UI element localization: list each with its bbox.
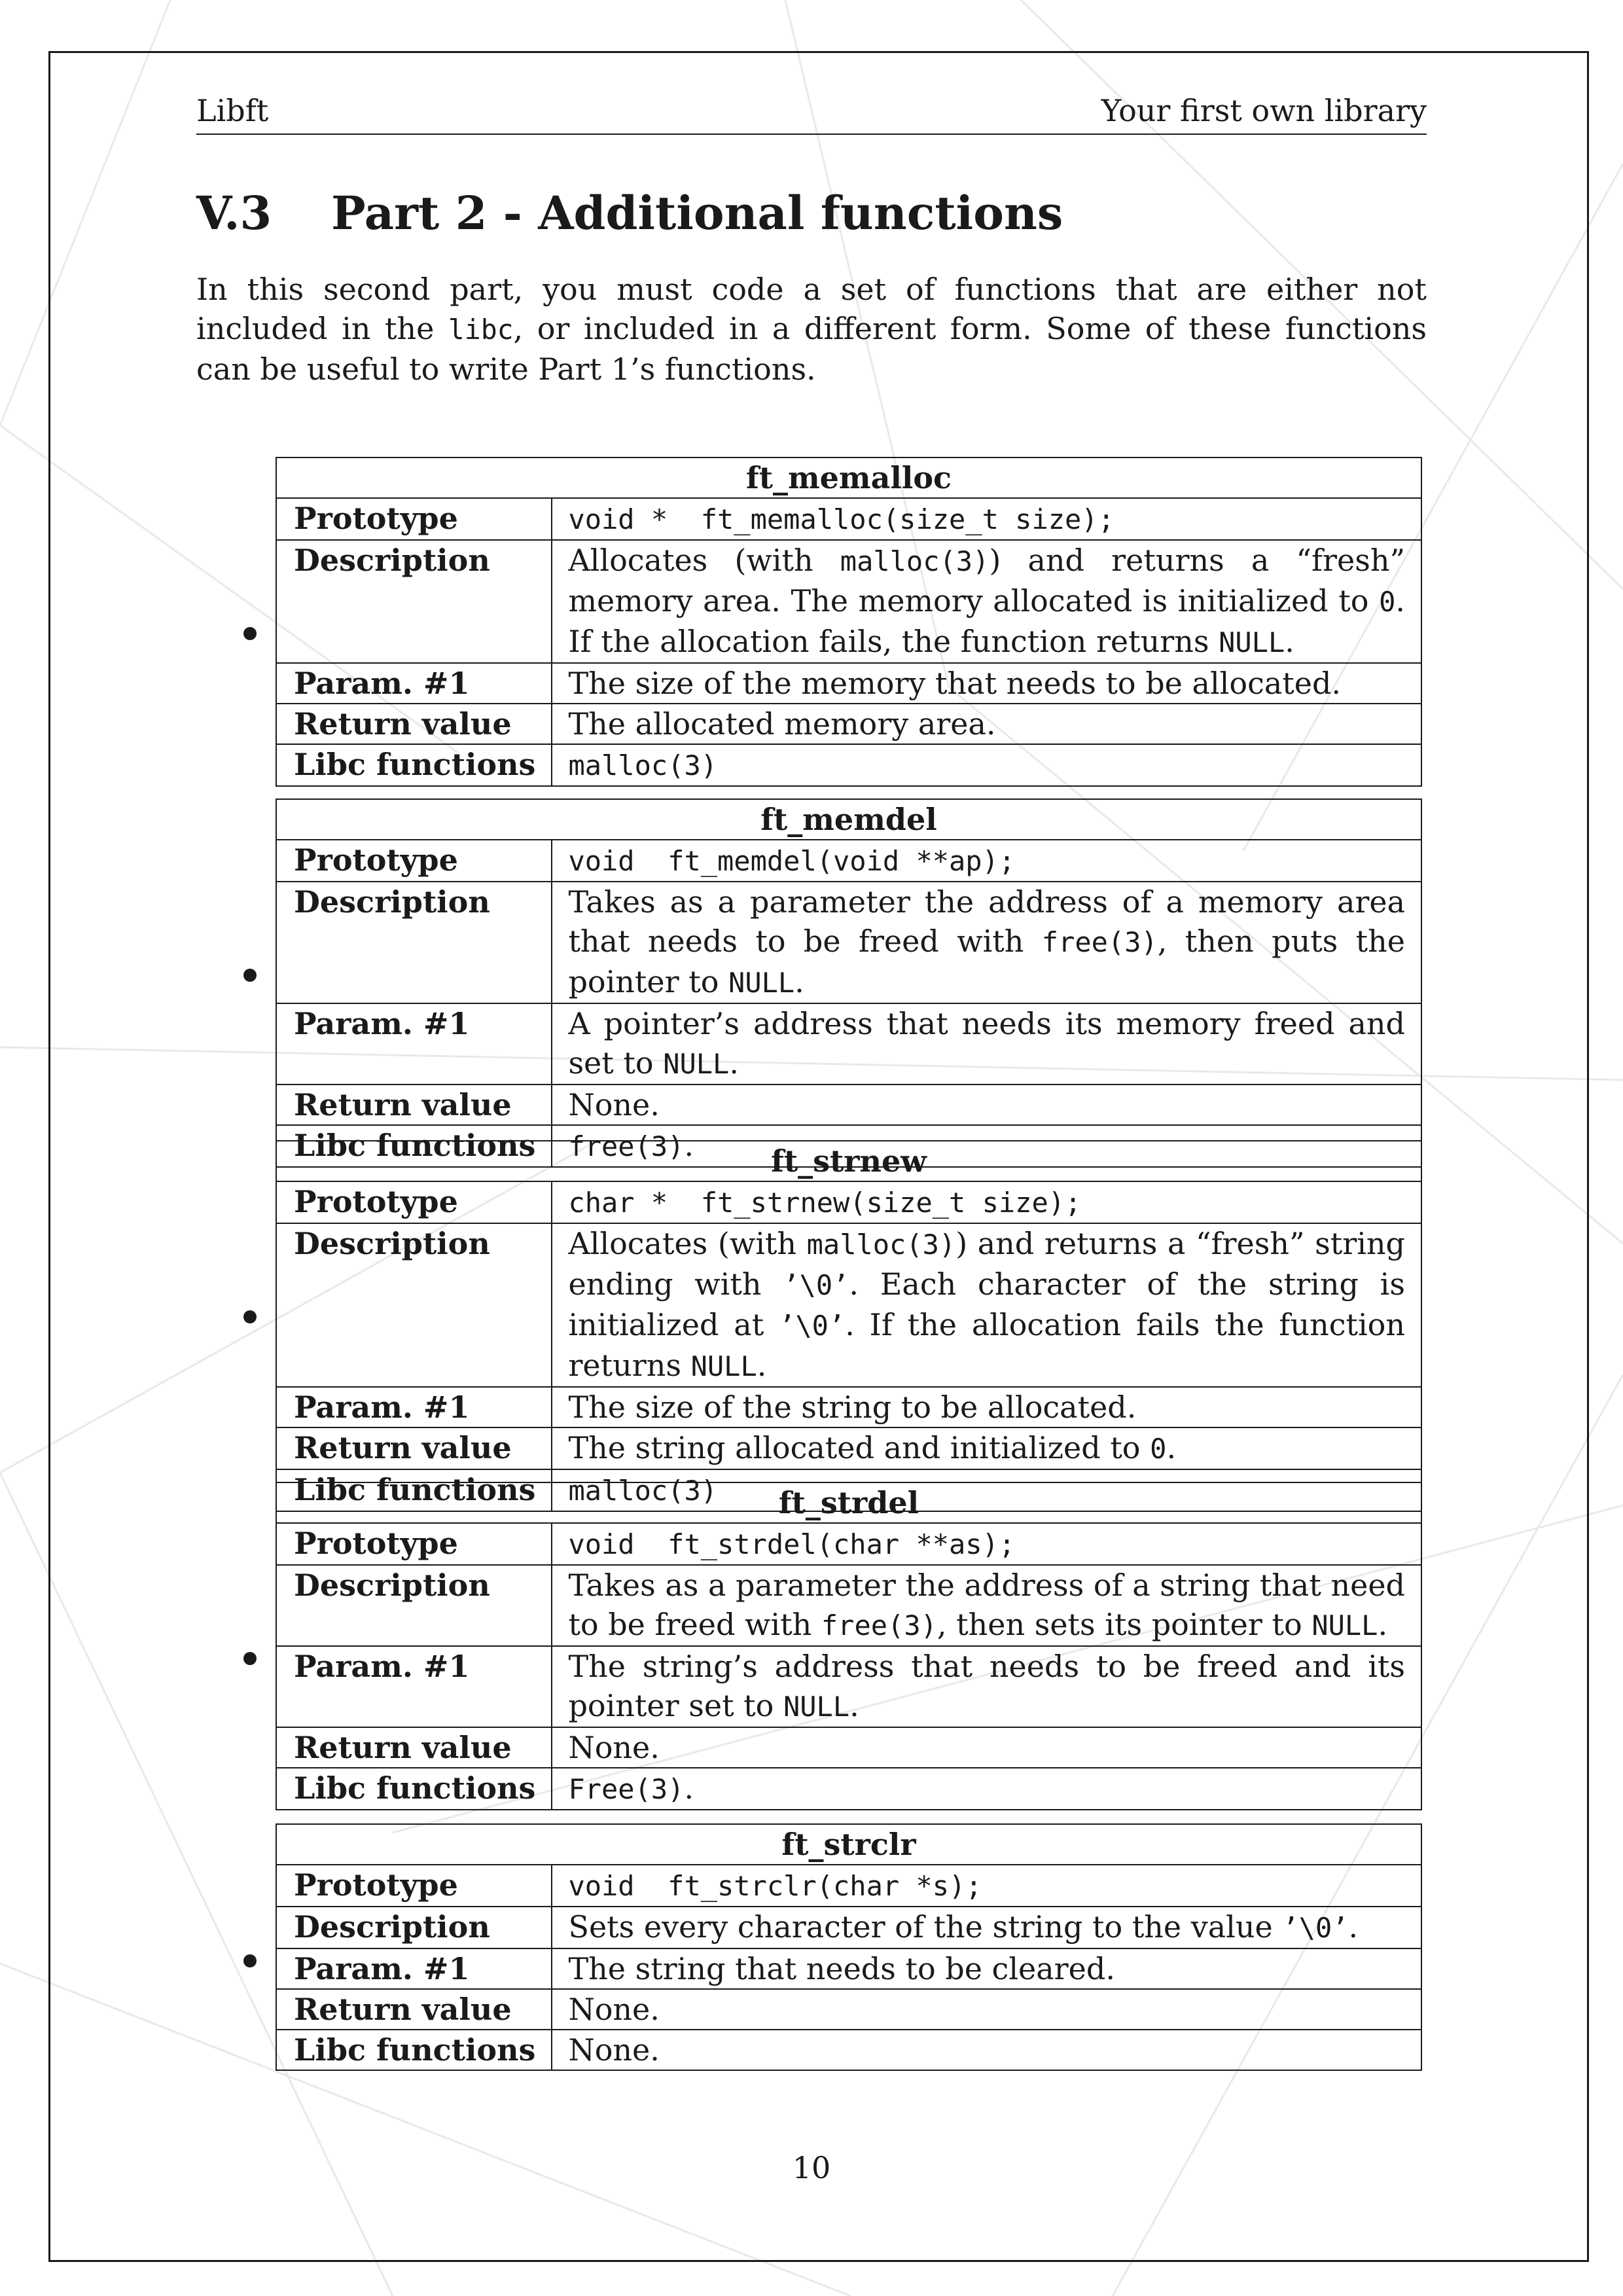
param-row	[276, 1387, 1421, 1427]
text-span: .	[1348, 1909, 1359, 1945]
return-value	[552, 1727, 1421, 1768]
title-row	[276, 457, 1421, 498]
code-span: malloc(3)	[806, 1229, 956, 1261]
intro-text-2: , or included in a different form. Some of these functions can be useful to write Part 1’s functions.	[196, 311, 1427, 387]
function-table	[276, 457, 1422, 787]
intro-paragraph	[196, 270, 1427, 389]
intro-text-1: In this second part, you must code a set of functions that are either not included in the	[196, 272, 1427, 346]
prototype-code: void ft_strdel(char **as);	[568, 1528, 1016, 1560]
prototype-row	[276, 1181, 1421, 1223]
code-span: 0	[1150, 1433, 1167, 1465]
text-span: .	[757, 1348, 767, 1383]
param-label: Param. #1	[276, 1387, 552, 1427]
param-value	[552, 1387, 1421, 1427]
text-span: None.	[568, 2032, 660, 2068]
description-label: Description	[276, 1565, 552, 1646]
param-row	[276, 1646, 1421, 1727]
return-value	[552, 1989, 1421, 2030]
text-span: The size of the string to be allocated.	[568, 1390, 1137, 1425]
code-span: NULL	[1219, 626, 1285, 658]
text-span: .	[729, 1045, 739, 1081]
text-span: .	[1285, 624, 1294, 659]
prototype-code: void * ft_memalloc(size_t size);	[568, 503, 1115, 535]
param-value	[552, 663, 1421, 704]
text-span: Takes as a parameter the address of a string that need to be freed with	[568, 1568, 1405, 1642]
code-span: 0	[1379, 586, 1396, 618]
prototype-row	[276, 840, 1421, 882]
code-span: malloc(3)	[568, 1475, 718, 1507]
code-span: ’\0’	[779, 1310, 846, 1342]
bullet-icon	[243, 1652, 257, 1665]
intro-code: libc	[448, 314, 514, 346]
description-value	[552, 1565, 1421, 1646]
return-value	[552, 704, 1421, 744]
function-table	[276, 798, 1422, 1168]
description-label: Description	[276, 882, 552, 1003]
function-table	[276, 1823, 1422, 2071]
bullet-icon	[243, 1954, 257, 1967]
function-name: ft_strdel	[276, 1482, 1421, 1523]
code-span: Free(3)	[568, 1773, 685, 1805]
return-label: Return value	[276, 704, 552, 744]
code-span: free(3)	[821, 1609, 937, 1641]
libc-label: Libc functions	[276, 744, 552, 786]
text-span: None.	[568, 1730, 660, 1765]
param-label: Param. #1	[276, 1948, 552, 1989]
header-right: Your first own library	[1101, 93, 1427, 128]
text-span: None.	[568, 1087, 660, 1122]
libc-row	[276, 2030, 1421, 2070]
param-value	[552, 1646, 1421, 1727]
libc-label: Libc functions	[276, 1768, 552, 1810]
libc-label: Libc functions	[276, 2030, 552, 2070]
function-name: ft_strnew	[276, 1141, 1421, 1181]
code-span: free(3)	[1041, 926, 1158, 958]
code-span: malloc(3)	[568, 749, 718, 781]
code-span: NULL	[1311, 1609, 1378, 1641]
text-span: , then puts the pointer to	[568, 924, 1405, 999]
libc-row	[276, 1768, 1421, 1810]
text-span: The allocated memory area.	[568, 706, 996, 742]
text-span: . Each character of the string is initialized at	[568, 1266, 1405, 1342]
text-span: The string allocated and initialized to	[568, 1430, 1150, 1465]
param-label: Param. #1	[276, 1003, 552, 1085]
libc-row	[276, 744, 1421, 786]
bullet-icon	[243, 969, 257, 982]
text-span: The size of the memory that needs to be allocated.	[568, 666, 1342, 701]
page-number: 10	[792, 2150, 831, 2185]
title-row	[276, 1141, 1421, 1181]
libc-label: Libc functions	[276, 1125, 552, 1167]
param-row	[276, 1948, 1421, 1989]
prototype-row	[276, 1865, 1421, 1907]
return-label: Return value	[276, 1989, 552, 2030]
return-row	[276, 1427, 1421, 1469]
description-label: Description	[276, 1907, 552, 1948]
param-row	[276, 663, 1421, 704]
text-span: . If the allocation fails, the function returns	[568, 583, 1405, 659]
prototype-label: Prototype	[276, 840, 552, 882]
description-value	[552, 1223, 1421, 1387]
function-table	[276, 1140, 1422, 1512]
text-span: The string that needs to be cleared.	[568, 1951, 1115, 1986]
text-span: , then sets its pointer to	[936, 1607, 1312, 1642]
text-span: The string’s address that needs to be freed and its pointer set to	[568, 1649, 1405, 1723]
title-row	[276, 1824, 1421, 1865]
return-row	[276, 704, 1421, 744]
description-row	[276, 1907, 1421, 1948]
param-row	[276, 1003, 1421, 1085]
text-span: .	[794, 964, 804, 999]
return-row	[276, 1989, 1421, 2030]
param-value	[552, 1003, 1421, 1085]
text-span: . If the allocation fails the function returns	[568, 1307, 1405, 1383]
function-name: ft_memalloc	[276, 457, 1421, 498]
description-row	[276, 882, 1421, 1003]
function-name: ft_memdel	[276, 799, 1421, 840]
text-span: ) and returns a “fresh” string ending with	[568, 1226, 1405, 1302]
text-span: .	[684, 1128, 694, 1163]
code-span: ’\0’	[783, 1269, 849, 1301]
prototype-value	[552, 1523, 1421, 1565]
libc-value	[552, 1768, 1421, 1810]
return-row	[276, 1727, 1421, 1768]
prototype-label: Prototype	[276, 1523, 552, 1565]
prototype-code: void ft_memdel(void **ap);	[568, 845, 1016, 877]
prototype-label: Prototype	[276, 1865, 552, 1907]
param-label: Param. #1	[276, 663, 552, 704]
param-value	[552, 1948, 1421, 1989]
prototype-code: char * ft_strnew(size_t size);	[568, 1187, 1082, 1219]
section-heading	[196, 186, 1063, 240]
prototype-value	[552, 840, 1421, 882]
code-span: NULL	[690, 1350, 757, 1382]
description-label: Description	[276, 1223, 552, 1387]
text-span: ) and returns a “fresh” memory area. The memory allocated is initialized to	[568, 543, 1405, 619]
description-value	[552, 540, 1421, 663]
prototype-row	[276, 1523, 1421, 1565]
function-table	[276, 1482, 1422, 1810]
text-span: .	[1378, 1607, 1388, 1642]
section-title: Part 2 - Additional functions	[331, 186, 1063, 240]
code-span: NULL	[663, 1048, 730, 1080]
description-row	[276, 1223, 1421, 1387]
function-block	[196, 457, 1427, 782]
return-label: Return value	[276, 1727, 552, 1768]
code-span: free(3)	[568, 1130, 685, 1162]
code-span: ’\0’	[1282, 1912, 1349, 1944]
text-span: .	[849, 1688, 859, 1723]
libc-label: Libc functions	[276, 1469, 552, 1511]
description-value	[552, 882, 1421, 1003]
code-span: NULL	[728, 967, 795, 999]
code-span: malloc(3)	[840, 545, 990, 577]
return-label: Return value	[276, 1427, 552, 1469]
prototype-row	[276, 498, 1421, 540]
prototype-code: void ft_strclr(char *s);	[568, 1870, 982, 1902]
description-label: Description	[276, 540, 552, 663]
return-row	[276, 1085, 1421, 1125]
description-row	[276, 1565, 1421, 1646]
libc-value	[552, 744, 1421, 786]
function-name: ft_strclr	[276, 1824, 1421, 1865]
header-left: Libft	[196, 93, 269, 128]
bullet-icon	[243, 1310, 257, 1323]
text-span: Sets every character of the string to the value	[568, 1909, 1283, 1945]
text-span: None.	[568, 1992, 660, 2027]
bullet-icon	[243, 627, 257, 640]
section-number: V.3	[196, 186, 272, 240]
header-rule	[196, 134, 1427, 135]
text-span: .	[1166, 1430, 1177, 1465]
return-value	[552, 1427, 1421, 1469]
prototype-value	[552, 1181, 1421, 1223]
text-span: .	[684, 1770, 694, 1806]
description-value	[552, 1907, 1421, 1948]
title-row	[276, 799, 1421, 840]
libc-value	[552, 2030, 1421, 2070]
description-row	[276, 540, 1421, 663]
code-span: NULL	[783, 1691, 850, 1723]
prototype-label: Prototype	[276, 1181, 552, 1223]
text-span: Takes as a parameter the address of a memory area that needs to be freed with	[568, 884, 1405, 959]
prototype-value	[552, 1865, 1421, 1907]
title-row	[276, 1482, 1421, 1523]
param-label: Param. #1	[276, 1646, 552, 1727]
function-block	[196, 1482, 1427, 1806]
text-span: Allocates (with	[568, 1226, 807, 1261]
prototype-label: Prototype	[276, 498, 552, 540]
return-value	[552, 1085, 1421, 1125]
return-label: Return value	[276, 1085, 552, 1125]
text-span: Allocates (with	[568, 543, 840, 578]
function-block	[196, 1823, 1427, 2068]
prototype-value	[552, 498, 1421, 540]
text-span: A pointer’s address that needs its memory freed and set to	[568, 1006, 1405, 1081]
